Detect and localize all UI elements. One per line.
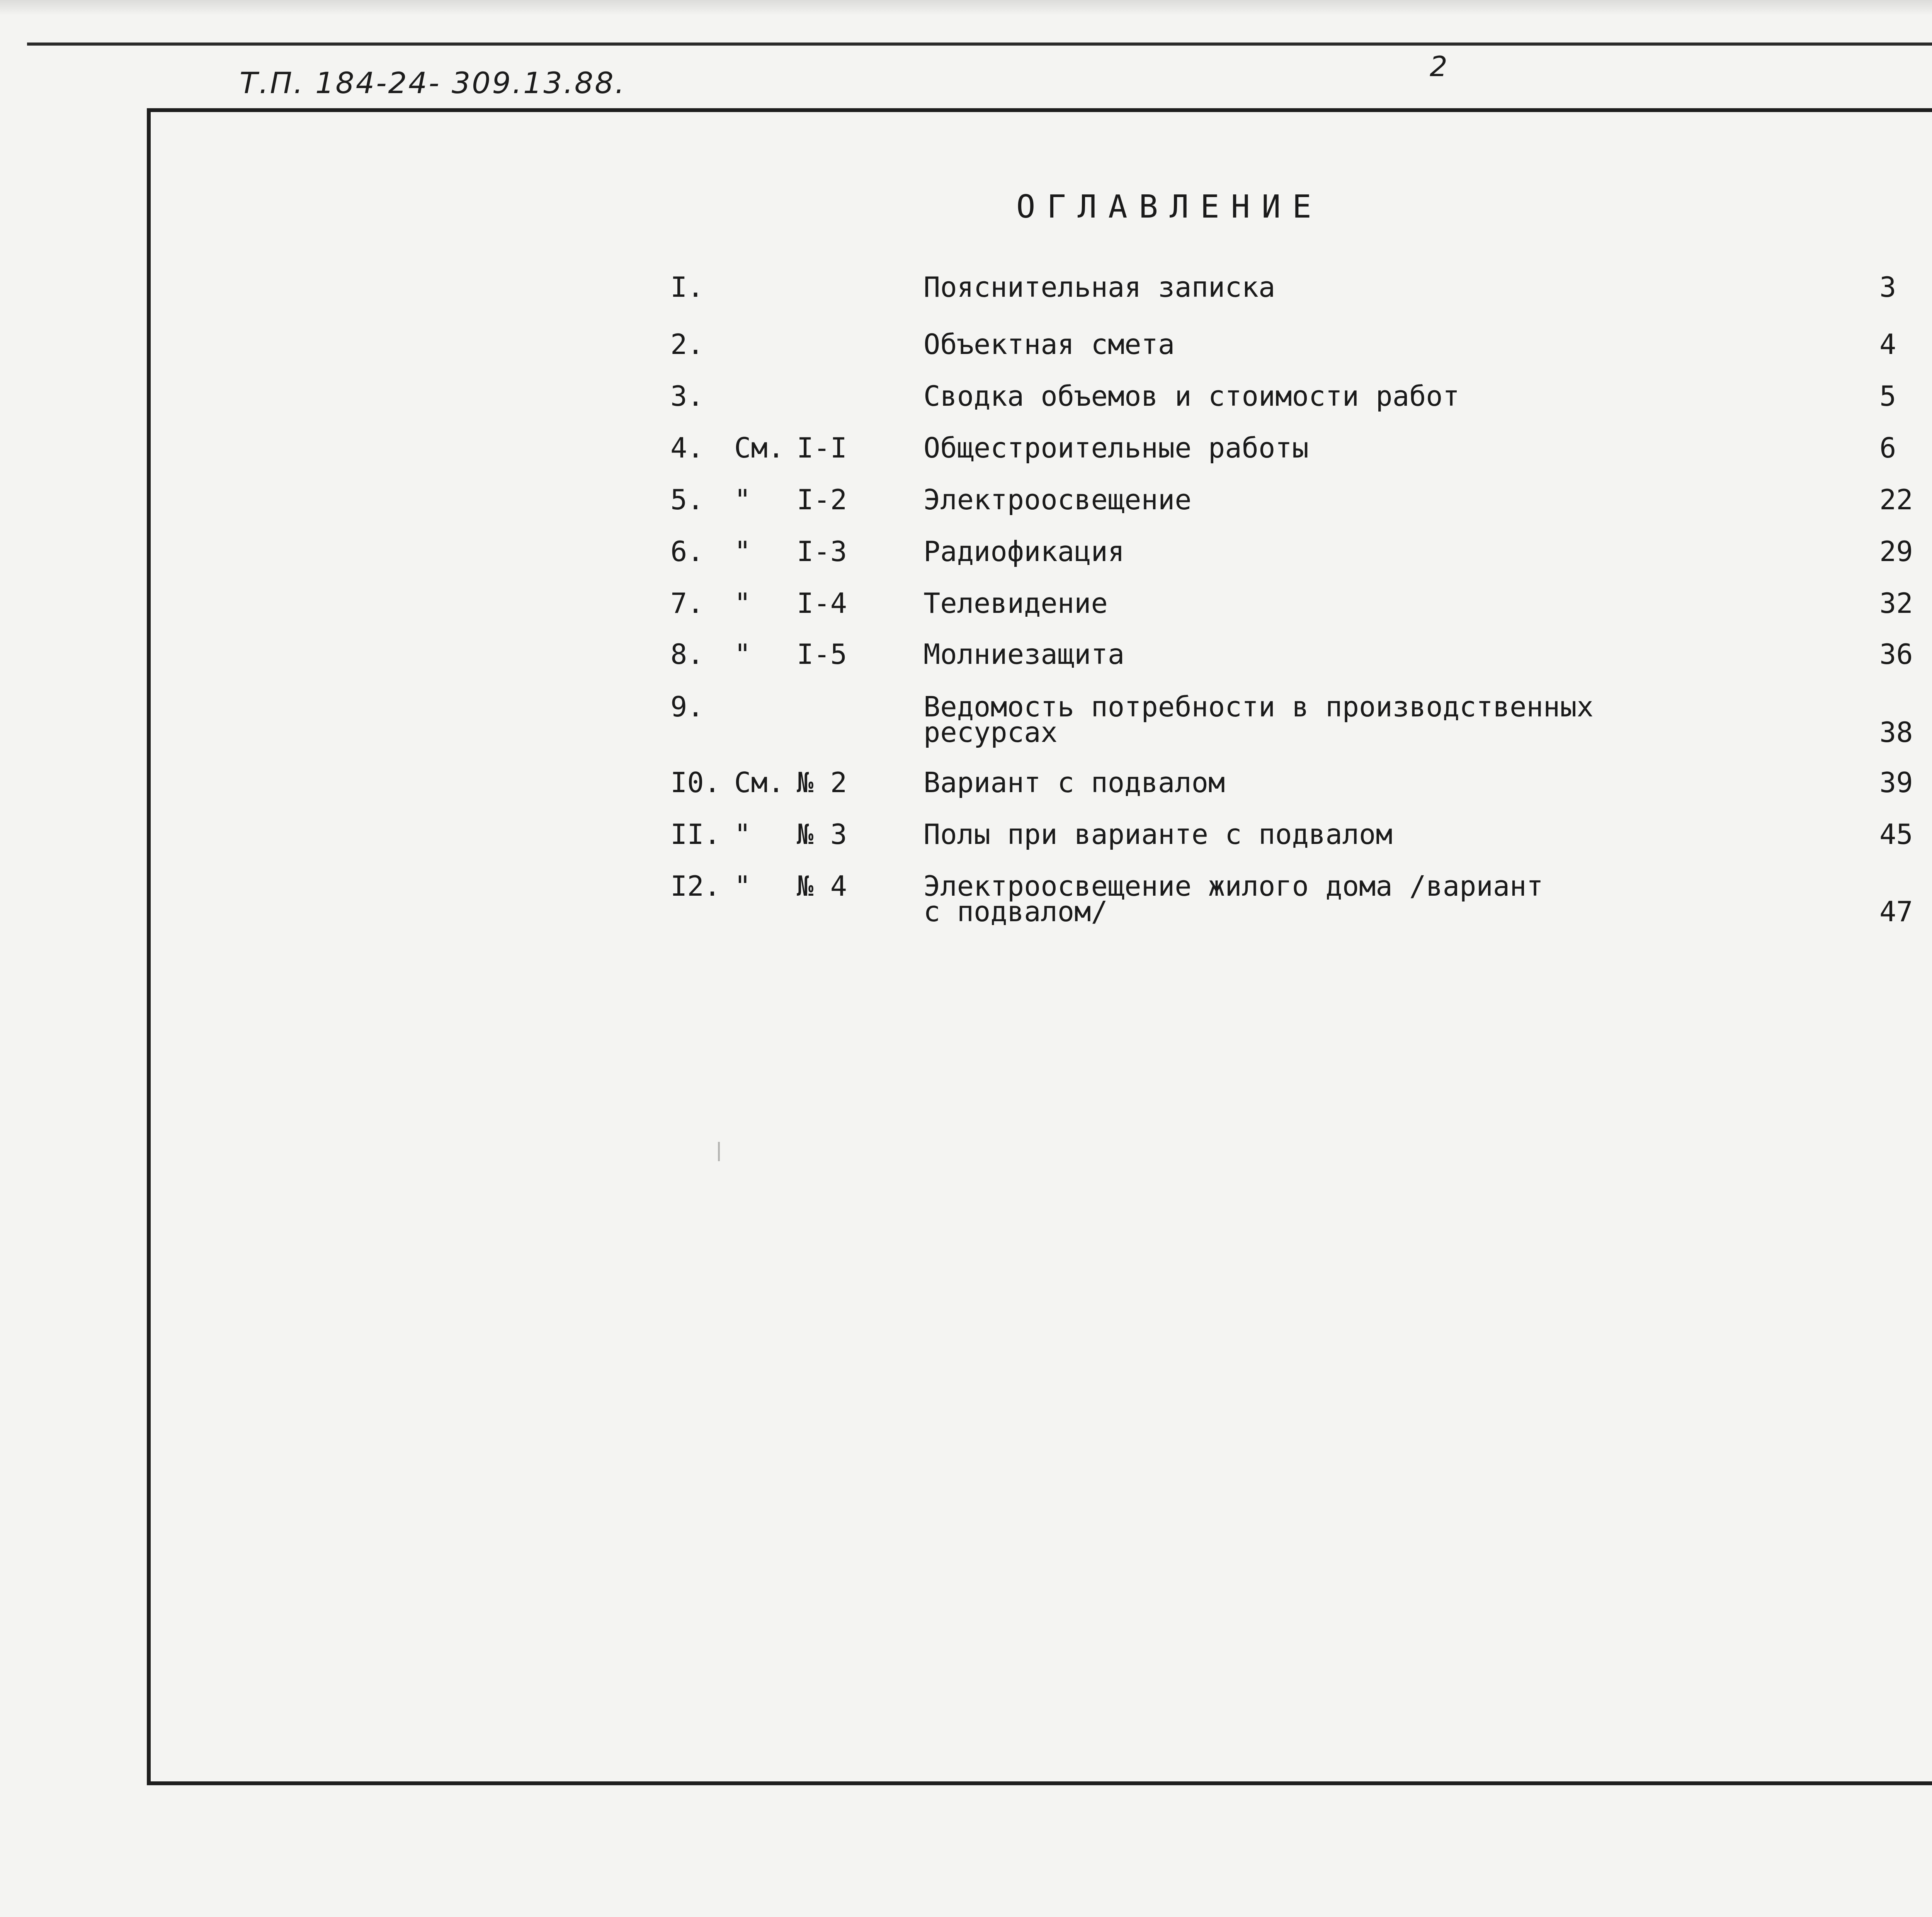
toc-row-ref-code: № 4 (797, 870, 847, 902)
toc-row-title: Вариант с подвалом (923, 766, 1225, 799)
document-code: Т.П. 184-24- 309.13.88. (240, 66, 626, 100)
toc-row-ref-code: I-3 (797, 535, 847, 568)
toc-row-title: Общестроительные работы (923, 432, 1309, 464)
toc-row-ref-prefix: " (734, 870, 751, 902)
toc-row-title: Ведомость потребности в производственных ресурсах (923, 691, 1594, 748)
toc-row-ref-prefix: " (734, 483, 751, 516)
toc-row-title: Пояснительная записка (923, 271, 1276, 303)
toc-row-page: 38 (1879, 716, 1913, 748)
toc-row-ref-prefix: См. (734, 432, 785, 464)
toc-row-number: I2. (670, 870, 721, 902)
toc-row-number: 8. (670, 638, 704, 670)
toc-row-page: 3 (1879, 271, 1896, 303)
toc-row-number: 2. (670, 328, 704, 361)
toc-row-ref-code: № 2 (797, 766, 847, 799)
toc-row-ref-prefix: См. (734, 766, 785, 799)
toc-row-ref-prefix: " (734, 638, 751, 670)
toc-row-page: 45 (1879, 818, 1913, 850)
toc-row-page: 22 (1879, 483, 1913, 516)
toc-row-ref-code: № 3 (797, 818, 847, 850)
toc-row-page: 6 (1879, 432, 1896, 464)
toc-row-page: 5 (1879, 380, 1896, 412)
toc-row-number: I0. (670, 766, 721, 799)
toc-row-number: 4. (670, 432, 704, 464)
toc-row-ref-code: I-I (797, 432, 847, 464)
toc-row-page: 47 (1879, 895, 1913, 928)
toc-row-page: 4 (1879, 328, 1896, 361)
toc-row-ref-code: I-4 (797, 587, 847, 619)
toc-row-number: 9. (670, 691, 704, 723)
toc-title: ОГЛАВЛЕНИЕ (1016, 189, 1323, 225)
toc-row-title: Полы при варианте с подвалом (923, 818, 1393, 850)
toc-row-number: II. (670, 818, 721, 850)
toc-row-number: I. (670, 271, 704, 303)
toc-row-number: 5. (670, 483, 704, 516)
toc-row-ref-code: I-5 (797, 638, 847, 670)
toc-row-ref-prefix: " (734, 535, 751, 568)
toc-row-title: Радиофикация (923, 535, 1125, 568)
toc-row-page: 36 (1879, 638, 1913, 670)
toc-row-title: Электроосвещение (923, 483, 1192, 516)
toc-row-title: Сводка объемов и стоимости работ (923, 380, 1460, 412)
toc-row-number: 3. (670, 380, 704, 412)
toc-row-ref-prefix: " (734, 587, 751, 619)
toc-row-page: 39 (1879, 766, 1913, 799)
toc-row-ref-code: I-2 (797, 483, 847, 516)
toc-row-title: Телевидение (923, 587, 1108, 619)
toc-row-title: Молниезащита (923, 638, 1125, 670)
scan-artifact (718, 1142, 720, 1161)
toc-row-number: 7. (670, 587, 704, 619)
toc-row-title: Электроосвещение жилого дома /вариант с подвалом/ (923, 870, 1543, 928)
page-number: 2 (1430, 50, 1447, 83)
toc-row-number: 6. (670, 535, 704, 568)
toc-row-ref-prefix: " (734, 818, 751, 850)
toc-row-page: 32 (1879, 587, 1913, 619)
toc-row-title: Объектная смета (923, 328, 1175, 361)
toc-row-page: 29 (1879, 535, 1913, 568)
